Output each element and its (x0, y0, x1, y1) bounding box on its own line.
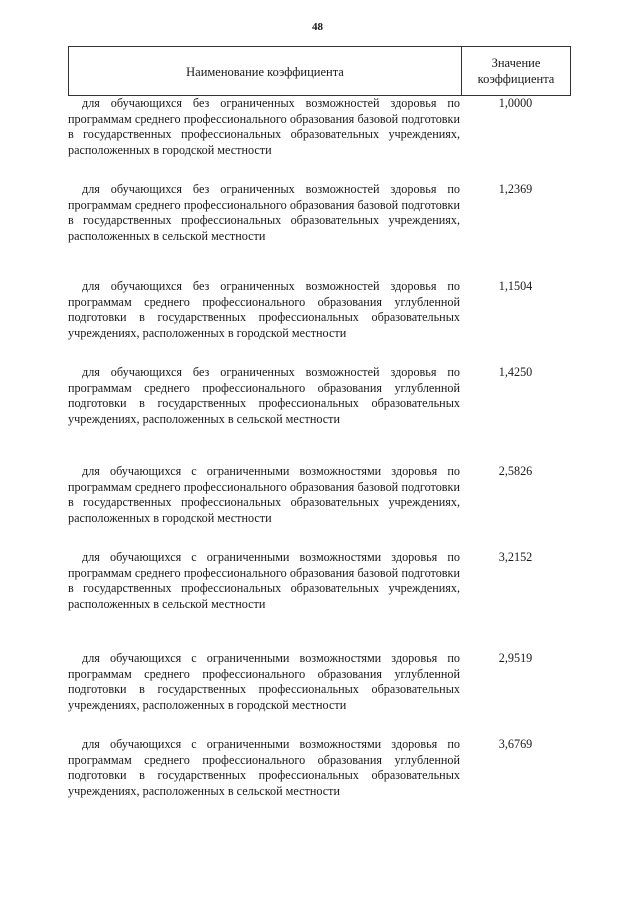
row-description: для обучающихся без ограниченных возможностей здоровья по программам среднего профессионального образования углубленной подготовки в государственных профессиональных образовательных учреждениях, расположенных в сельской местности (68, 365, 460, 426)
page-number: 48 (312, 21, 323, 33)
row-description: для обучающихся без ограниченных возможностей здоровья по программам среднего профессионального образования базовой подготовки в государственных профессиональных образовательных учреждениях, расположенных в сельской местности (68, 182, 460, 243)
row-value: 2,9519 (498, 651, 533, 665)
row-description: для обучающихся с ограниченными возможностями здоровья по программам среднего профессионального образования базовой подготовки в государственных профессиональных образовательных учреждениях, расположенных в сельской местности (68, 550, 460, 611)
row-value: 1,1504 (498, 279, 533, 293)
column-header-name: Наименование коэффициента (69, 47, 462, 95)
row-value: 1,0000 (498, 96, 533, 110)
row-value: 2,5826 (498, 464, 533, 478)
row-description: для обучающихся без ограниченных возможностей здоровья по программам среднего профессионального образования углубленной подготовки в государственных профессиональных образовательных учреждениях, расположенных в городской местности (68, 279, 460, 340)
row-value: 3,2152 (498, 550, 533, 564)
row-value: 1,4250 (498, 365, 533, 379)
row-description: для обучающихся с ограниченными возможностями здоровья по программам среднего профессионального образования базовой подготовки в государственных профессиональных образовательных учреждениях, расположенных в городской местности (68, 464, 460, 525)
row-value: 1,2369 (498, 182, 533, 196)
row-description: для обучающихся с ограниченными возможностями здоровья по программам среднего профессионального образования углубленной подготовки в государственных профессиональных образовательных учреждениях, расположенных в городской местности (68, 651, 460, 712)
table-header (68, 46, 571, 96)
row-value: 3,6769 (498, 737, 533, 751)
row-description: для обучающихся без ограниченных возможностей здоровья по программам среднего профессионального образования базовой подготовки в государственных профессиональных образовательных учреждениях, расположенных в городской местности (68, 96, 460, 157)
column-header-value: Значение коэффициента (477, 56, 555, 86)
row-description: для обучающихся с ограниченными возможностями здоровья по программам среднего профессионального образования углубленной подготовки в государственных профессиональных образовательных учреждениях, расположенных в сельской местности (68, 737, 460, 798)
